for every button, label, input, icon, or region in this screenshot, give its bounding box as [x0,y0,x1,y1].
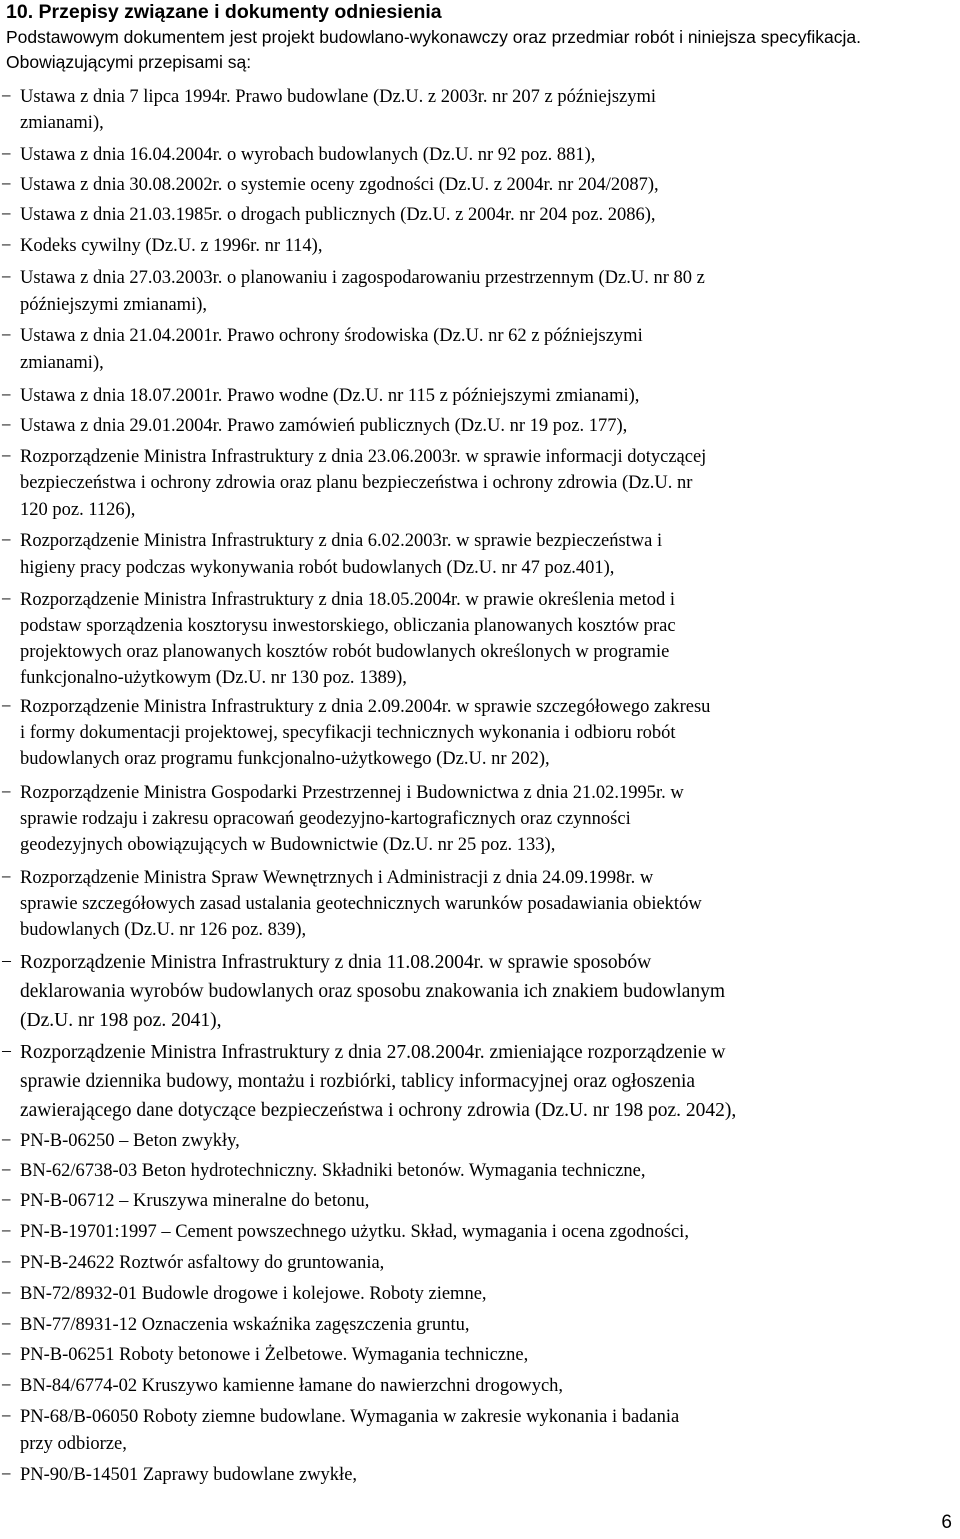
bullet-dash: − [1,1345,12,1365]
bullet-dash: − [1,1191,12,1211]
bullet-dash: − [1,783,12,803]
list-item-line: PN-68/B-06050 Roboty ziemne budowlane. Wymagania w zakresie wykonania i badania [20,1407,680,1427]
list-item-line: Ustawa z dnia 21.04.2001r. Prawo ochrony środowiska (Dz.U. nr 62 z późniejszymi [20,326,643,346]
bullet-dash: − [1,386,12,406]
list-item-line: Ustawa z dnia 7 lipca 1994r. Prawo budowlane (Dz.U. z 2003r. nr 207 z późniejszymi [20,87,657,107]
bullet-dash: − [1,268,12,288]
bullet-dash: − [1,1253,12,1273]
list-item-line: budowlanych oraz programu funkcjonalno-użytkowego (Dz.U. nr 202), [20,749,550,769]
list-item-line: BN-62/6738-03 Beton hydrotechniczny. Składniki betonów. Wymagania techniczne, [20,1161,646,1181]
list-item-line: Rozporządzenie Ministra Spraw Wewnętrznych i Administracji z dnia 24.09.1998r. w [20,868,654,888]
bullet-dash: − [1,697,12,717]
list-item-line: bezpieczeństwa i ochrony zdrowia oraz planu bezpieczeństwa i ochrony zdrowia (Dz.U. nr [20,473,693,493]
list-item-line: przy odbiorze, [20,1434,127,1454]
bullet-dash: − [1,447,12,467]
list-item-line: Rozporządzenie Ministra Infrastruktury z dnia 11.08.2004r. w sprawie sposobów [20,952,652,973]
list-item-line: higieny pracy podczas wykonywania robót budowlanych (Dz.U. nr 47 poz.401), [20,558,615,578]
list-item-line: sprawie dziennika budowy, montażu i rozbiórki, tablicy informacyjnej oraz ogłoszenia [20,1071,696,1092]
list-item-line: PN-90/B-14501 Zaprawy budowlane zwykłe, [20,1465,358,1485]
list-item-line: Ustawa z dnia 16.04.2004r. o wyrobach budowlanych (Dz.U. nr 92 poz. 881), [20,145,596,165]
list-item-line: Rozporządzenie Ministra Infrastruktury z dnia 27.08.2004r. zmieniające rozporządzenie w [20,1042,726,1063]
bullet-dash: − [1,952,12,973]
bullet-dash: − [1,531,12,551]
bullet-dash: − [1,145,12,165]
bullet-dash: − [1,1161,12,1181]
list-item-line: sprawie szczegółowych zasad ustalania geotechnicznych warunków posadawiania obiektów [20,894,702,914]
bullet-dash: − [1,416,12,436]
list-item-line: podstaw sporządzenia kosztorysu inwestorskiego, obliczania planowanych kosztów prac [20,616,676,636]
list-item-line: funkcjonalno-użytkowym (Dz.U. nr 130 poz. 1389), [20,668,407,688]
list-item-line: zmianami), [20,353,104,373]
list-item-line: Rozporządzenie Ministra Gospodarki Przestrzennej i Budownictwa z dnia 21.02.1995r. w [20,783,684,803]
bullet-dash: − [1,1042,12,1063]
bullet-dash: − [1,1222,12,1242]
list-item-line: projektowych oraz planowanych kosztów robót budowlanych określonych w programie [20,642,670,662]
list-item-line: PN-B-06712 – Kruszywa mineralne do betonu, [20,1191,370,1211]
list-item-line: Rozporządzenie Ministra Infrastruktury z dnia 23.06.2003r. w sprawie informacji dotyczącej [20,447,707,467]
list-item-line: deklarowania wyrobów budowlanych oraz sposobu znakowania ich znakiem budowlanym [20,981,726,1002]
list-item-line: PN-B-06251 Roboty betonowe i Żelbetowe. Wymagania techniczne, [20,1345,529,1365]
list-item-line: zmianami), [20,113,104,133]
list-item-line: BN-84/6774-02 Kruszywo kamienne łamane do nawierzchni drogowych, [20,1376,564,1396]
section-intro: Podstawowym dokumentem jest projekt budowlano-wykonawczy oraz przedmiar robót i niniejsza specyfikacja. Obowiązującymi przepisami są: [6,27,861,72]
bullet-dash: − [1,1407,12,1427]
list-item-line: 120 poz. 1126), [20,500,136,520]
list-item-line: PN-B-06250 – Beton zwykły, [20,1131,240,1151]
list-item-line: i formy dokumentacji projektowej, specyfikacji technicznych wykonania i odbioru robót [20,723,676,743]
bullet-dash: − [1,868,12,888]
bullet-dash: − [1,1465,12,1485]
bullet-dash: − [1,1315,12,1335]
bullet-dash: − [1,87,12,107]
list-item-line: zawierającego dane dotyczące bezpieczeństwa i ochrony zdrowia (Dz.U. nr 198 poz. 2042), [20,1100,737,1121]
list-item-line: Rozporządzenie Ministra Infrastruktury z dnia 2.09.2004r. w sprawie szczegółowego zakresu [20,697,711,717]
list-item-line: Ustawa z dnia 18.07.2001r. Prawo wodne (Dz.U. nr 115 z późniejszymi zmianami), [20,386,640,406]
list-item-line: Ustawa z dnia 29.01.2004r. Prawo zamówień publicznych (Dz.U. nr 19 poz. 177), [20,416,628,436]
list-item-line: Ustawa z dnia 27.03.2003r. o planowaniu i zagospodarowaniu przestrzennym (Dz.U. nr 80 z [20,268,705,288]
list-item-line: Ustawa z dnia 30.08.2002r. o systemie oceny zgodności (Dz.U. z 2004r. nr 204/2087), [20,175,659,195]
list-item-line: geodezyjnych obowiązujących w Budownictwie (Dz.U. nr 25 poz. 133), [20,835,556,855]
bullet-dash: − [1,1376,12,1396]
bullet-dash: − [1,205,12,225]
list-item-line: Rozporządzenie Ministra Infrastruktury z dnia 18.05.2004r. w prawie określenia metod i [20,590,676,610]
list-item-line: PN-B-19701:1997 – Cement powszechnego użytku. Skład, wymagania i ocena zgodności, [20,1222,689,1242]
list-item-line: BN-77/8931-12 Oznaczenia wskaźnika zagęszczenia gruntu, [20,1315,470,1335]
list-item-line: Rozporządzenie Ministra Infrastruktury z dnia 6.02.2003r. w sprawie bezpieczeństwa i [20,531,663,551]
list-item-line: sprawie rodzaju i zakresu opracowań geodezyjno-kartograficznych oraz czynności [20,809,631,829]
section-heading: 10. Przepisy związane i dokumenty odniesienia [6,1,442,23]
bullet-dash: − [1,590,12,610]
bullet-dash: − [1,326,12,346]
bullet-dash: − [1,1284,12,1304]
list-item-line: budowlanych (Dz.U. nr 126 poz. 839), [20,920,307,940]
list-item-line: PN-B-24622 Roztwór asfaltowy do gruntowania, [20,1253,385,1273]
list-item-line: Kodeks cywilny (Dz.U. z 1996r. nr 114), [20,236,323,256]
list-item-line: Ustawa z dnia 21.03.1985r. o drogach publicznych (Dz.U. z 2004r. nr 204 poz. 2086), [20,205,656,225]
bullet-dash: − [1,1131,12,1151]
bullet-dash: − [1,175,12,195]
bullet-dash: − [1,236,12,256]
list-item-line: późniejszymi zmianami), [20,295,207,315]
list-item-line: BN-72/8932-01 Budowle drogowe i kolejowe. Roboty ziemne, [20,1284,487,1304]
page-number: 6 [941,1512,952,1533]
list-item-line: (Dz.U. nr 198 poz. 2041), [20,1010,222,1031]
